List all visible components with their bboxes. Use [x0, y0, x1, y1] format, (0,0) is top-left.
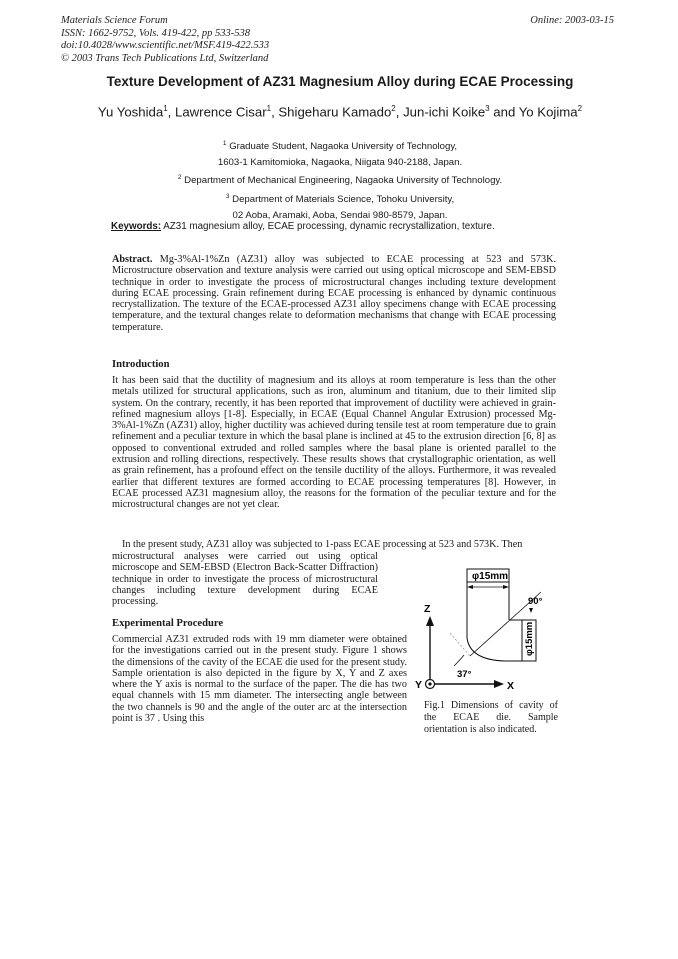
x-axis-label: X [507, 680, 515, 692]
introduction-paragraph-2-lead: In the present study, AZ31 alloy was subjected to 1-pass ECAE processing at 523 and 573K. Then [122, 539, 523, 550]
affiliation-text: Department of Materials Science, Tohoku University, [232, 194, 455, 206]
online-date: Online: 2003-03-15 [530, 15, 614, 26]
keywords [111, 221, 571, 232]
affiliation-mark: 1 [222, 140, 227, 147]
affiliation-text: 02 Aoba, Aramaki, Aoba, Sendai 980-8579, Japan. [232, 209, 448, 221]
author-affiliation-mark: 1 [163, 104, 168, 113]
author-list [80, 100, 600, 120]
author-name: Lawrence Cisar [174, 104, 267, 120]
abstract-label: Abstract. [112, 254, 153, 265]
keywords-text: AZ31 magnesium alloy, ECAE processing, dynamic recrystallization, texture. [161, 221, 495, 232]
introduction-heading: Introduction [112, 359, 170, 370]
affiliation-mark: 3 [225, 193, 230, 201]
doi-link[interactable]: doi:10.4028/www.scientific.net/MSF.419-422.533 [61, 40, 270, 51]
top-arrowhead-right [503, 585, 509, 589]
author-name: Yo Kojima [518, 104, 578, 120]
copyright-line: © 2003 Trans Tech Publications Ltd, Switzerland [61, 52, 269, 64]
running-header [61, 15, 269, 65]
x-axis-arrowhead [494, 680, 504, 688]
angle-37-arc [454, 655, 464, 666]
introduction-paragraph-1: It has been said that the ductility of magnesium and its alloys at room temperature is less than the other metals utilized for structural applications, such as iron, aluminum and titanium, due to their limited slip system. On the contrary, recently, it has been reported that improvement of ductility were achieved in grain-refined magnesium alloys [1-8]. Especially, in ECAE (Equal Channel Angular Extrusion) processed Mg-3%Al-1%Zn (AZ31) alloy, higher ductility was achieved during tensile test at room temperature due to grain refinement and a peculiar texture in which the basal plane is inclined at 45 to the extrusion direction [6, 8] as opposed to conventional extruded and rolled samples where the basal plane is oriented parallel to the extrusion and rolling directions, respectively. These results shows that crystallographic orientation, as well as grain refinement, has a profound effect on the tensile ductility of the alloys. Furthermore, it was revealed earlier that different textures are formed according to ECAE processing temperatures [8]. However, in ECAE processed AZ31 magnesium alloy, the reasons for the formation of the peculiar texture and for the microstructural changes are not yet clear. [112, 375, 556, 511]
issn-line[interactable]: ISSN: 1662-9752, Vols. 419-422, pp 533-538 [61, 27, 250, 39]
affiliation-text: Department of Mechanical Engineering, Nagaoka University of Technology. [184, 175, 503, 187]
y-axis-dot [428, 682, 431, 685]
affiliation-text: 1603-1 Kamitomioka, Nagaoka, Niigata 940-2188, Japan. [217, 156, 463, 168]
author-name: Shigeharu Kamado [278, 104, 392, 120]
author-affiliation-mark: 2 [577, 104, 583, 113]
paper-title: Texture Development of AZ31 Magnesium Alloy during ECAE Processing [106, 74, 574, 89]
author-separator: and [489, 104, 519, 120]
author-name: Jun-ichi Koike [403, 104, 486, 120]
abstract-text: Mg-3%Al-1%Zn (AZ31) alloy was subjected to ECAE processing at 523 and 573K. Microstructure observation and texture analysis were carried out using optical microscope and SEM-EBSD technique in order to investigate the process of microstructural changes including texture development during ECAE processing. Grain refinement during ECAE processing is enhanced by dynamic continuous recrystallization. The texture of the ECAE-processed AZ31 alloy specimens change with ECAE processing temperature, and the textural changes relate to deformation mechanisms that change with ECAE processing temperature. [112, 254, 556, 333]
author-name: Yu Yoshida [97, 104, 164, 120]
affiliation-mark: 2 [177, 174, 182, 182]
ecae-die-diagram [410, 560, 570, 700]
affiliation-list [60, 136, 620, 224]
author-affiliation-mark: 3 [485, 104, 490, 113]
angle-37-label: 37° [457, 669, 472, 680]
experimental-paragraph: Commercial AZ31 extruded rods with 19 mm diameter were obtained for the investigations carried out in the present study. Figure 1 shows the dimensions of the cavity of the ECAE die used for the present study. Sample orientation is also depicted in the figure by X, Y and Z axes where the Y axis is normal to the surface of the paper. The die has two equal channels with 15 mm diameter. The intersecting angle between the two channels is 90 and the angle of the outer arc at the intersection point is 37 . Using this [112, 634, 407, 725]
introduction-paragraph-2-first-line [112, 539, 556, 550]
top-dimension-label: φ15mm [472, 571, 509, 582]
top-arrowhead-left [467, 585, 473, 589]
figure-caption: Fig.1 Dimensions of cavity of the ECAE die. Sample orientation is also indicated. [424, 700, 558, 735]
author-affiliation-mark: 2 [391, 104, 396, 113]
affiliation-line [60, 189, 620, 208]
side-dimension-label: φ15mm [524, 621, 535, 656]
journal-name: Materials Science Forum [61, 15, 168, 26]
introduction-paragraph-2: microstructural analyses were carried out using optical microscope and SEM-EBSD (Electron Back-Scatter Diffraction) technique in order to investigate the process of microstructural changes including texture development during ECAE processing. [112, 551, 378, 608]
affiliation-line [60, 136, 620, 155]
affiliation-line [60, 170, 620, 189]
experimental-heading: Experimental Procedure [112, 618, 224, 629]
figure-ecae-die [410, 560, 570, 700]
affiliation-text: Graduate Student, Nagaoka University of Technology, [229, 141, 458, 153]
y-axis-label: Y [415, 679, 423, 691]
z-axis-label: Z [424, 603, 431, 615]
angle-90-label: 90° [528, 596, 543, 607]
author-separator: , [395, 104, 404, 120]
keywords-label: Keywords: [111, 221, 162, 232]
author-affiliation-mark: 1 [266, 104, 272, 113]
author-separator: , [167, 104, 175, 120]
author-separator: , [271, 104, 279, 120]
z-axis-arrowhead [426, 616, 434, 626]
abstract [112, 254, 556, 333]
affiliation-line [60, 155, 620, 171]
angle-90-marker [529, 608, 533, 613]
